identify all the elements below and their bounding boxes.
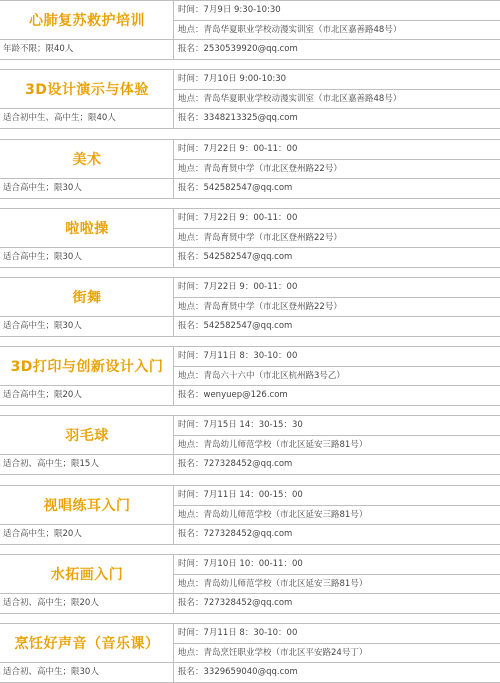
course-details (174, 416, 500, 474)
course-signup: 报名：727328452@qq.com (174, 524, 500, 544)
course-place: 地点：青岛育贤中学（市北区登州路22号） (174, 228, 500, 247)
course-block (0, 69, 500, 129)
course-title: 羽毛球 (65, 428, 109, 444)
course-details (174, 209, 500, 267)
course-signup: 报名：2530539920@qq.com (174, 39, 500, 59)
course-details (174, 140, 500, 198)
course-info-cell (0, 70, 174, 128)
course-block (0, 623, 500, 683)
course-title: 烹饪好声音（音乐课） (14, 636, 160, 652)
course-audience: 适合高中生；限20人 (0, 524, 174, 544)
course-time: 时间：7月10日 9:00-10:30 (178, 74, 287, 84)
course-time: 时间：7月22日 9：00-11：00 (178, 282, 298, 292)
course-place: 地点：青岛育贤中学（市北区登州路22号） (174, 159, 500, 178)
course-signup: 报名：3348213325@qq.com (174, 108, 500, 128)
course-title: 街舞 (72, 290, 102, 306)
course-info-cell (0, 1, 174, 59)
course-audience: 适合高中生；限20人 (0, 385, 174, 405)
course-time: 时间：7月11日 14：00-15：00 (178, 490, 303, 500)
course-time: 时间：7月15日 14：30-15：30 (178, 420, 303, 430)
course-time: 时间：7月11日 8：30-10：00 (178, 628, 298, 638)
course-audience: 适合初、高中生；限15人 (0, 454, 174, 474)
course-audience: 适合高中生；限30人 (0, 316, 174, 336)
course-audience: 适合初中生、高中生；限40人 (0, 108, 174, 128)
course-time: 时间：7月22日 9：00-11：00 (178, 144, 298, 154)
course-title: 啦啦操 (65, 221, 109, 237)
course-title: 3D设计演示与体验 (25, 82, 149, 98)
course-info-cell (0, 347, 174, 405)
course-title: 3D打印与创新设计入门 (10, 359, 164, 375)
course-time: 时间：7月10日 10：00-11：00 (178, 559, 303, 569)
course-time: 时间：7月9日 9:30-10:30 (178, 5, 281, 15)
course-place: 地点：青岛幼儿师范学校（市北区延安三路81号） (174, 574, 500, 593)
course-title: 心肺复苏救护培训 (29, 13, 145, 29)
course-audience: 适合高中生；限30人 (0, 247, 174, 267)
course-title: 视唱练耳入门 (43, 498, 131, 514)
course-details (174, 1, 500, 59)
course-details (174, 555, 500, 613)
course-block (0, 554, 500, 614)
course-signup: 报名：3329659040@qq.com (174, 662, 500, 682)
course-time: 时间：7月22日 9：00-11：00 (178, 213, 298, 223)
course-block (0, 0, 500, 60)
course-place: 地点：青岛育贤中学（市北区登州路22号） (174, 297, 500, 316)
course-audience: 年龄不限；限40人 (0, 39, 174, 59)
course-place: 地点：青岛华夏职业学校动漫实训室（市北区嘉善路48号） (174, 20, 500, 39)
course-details (174, 278, 500, 336)
course-block (0, 415, 500, 475)
course-audience: 适合初、高中生；限30人 (0, 662, 174, 682)
course-title: 美术 (72, 152, 102, 168)
course-place: 地点：青岛华夏职业学校动漫实训室（市北区嘉善路48号） (174, 89, 500, 108)
course-signup: 报名：542582547@qq.com (174, 178, 500, 198)
course-audience: 适合高中生；限30人 (0, 178, 174, 198)
course-info-cell (0, 555, 174, 613)
course-time: 时间：7月11日 8：30-10：00 (178, 351, 298, 361)
course-info-cell (0, 624, 174, 682)
course-block (0, 139, 500, 199)
course-place: 地点：青岛烹饪职业学校（市北区平安路24号丁） (174, 643, 500, 662)
course-signup: 报名：727328452@qq.com (174, 454, 500, 474)
course-info-cell (0, 140, 174, 198)
course-title: 水拓画入门 (50, 567, 124, 583)
course-info-cell (0, 486, 174, 544)
course-place: 地点：青岛幼儿师范学校（市北区延安三路81号） (174, 505, 500, 524)
course-info-cell (0, 278, 174, 336)
course-signup: 报名：727328452@qq.com (174, 593, 500, 613)
course-signup: 报名：542582547@qq.com (174, 247, 500, 267)
course-place: 地点：青岛六十六中（市北区杭州路3号乙） (174, 366, 500, 385)
course-details (174, 70, 500, 128)
course-place: 地点：青岛幼儿师范学校（市北区延安三路81号） (174, 435, 500, 454)
course-audience: 适合初、高中生；限20人 (0, 593, 174, 613)
course-details (174, 486, 500, 544)
course-info-cell (0, 416, 174, 474)
course-signup: 报名：542582547@qq.com (174, 316, 500, 336)
course-block (0, 277, 500, 337)
course-signup: 报名：wenyuep@126.com (174, 385, 500, 405)
course-details (174, 624, 500, 682)
course-block (0, 208, 500, 268)
course-details (174, 347, 500, 405)
course-block (0, 346, 500, 406)
course-block (0, 485, 500, 545)
course-info-cell (0, 209, 174, 267)
